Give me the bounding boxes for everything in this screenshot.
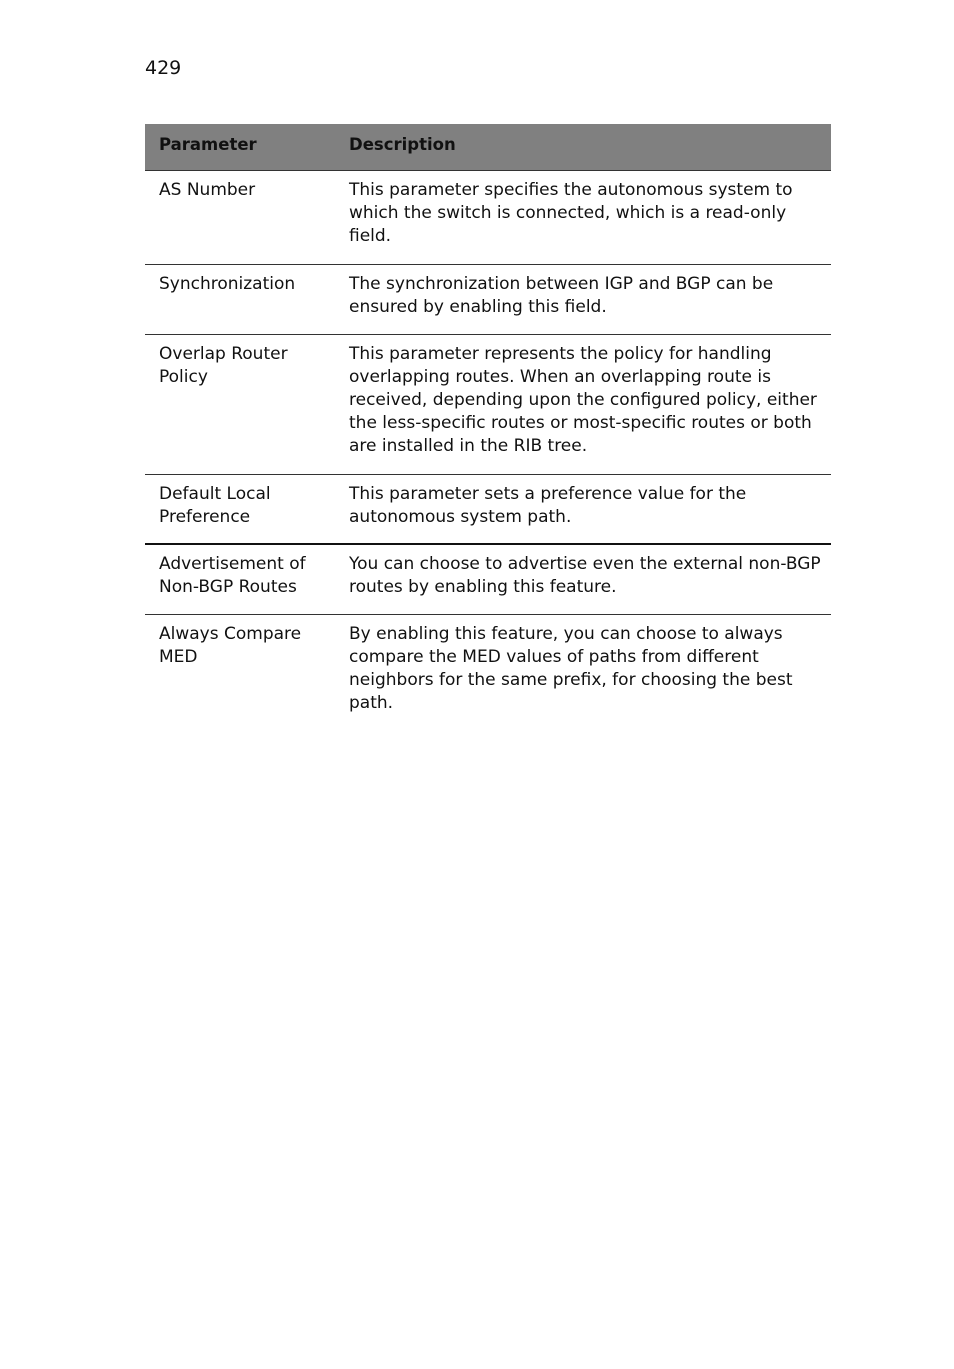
table-row (145, 335, 831, 475)
header-description: Description (335, 124, 831, 171)
description-cell: This parameter represents the policy for handling overlapping routes. When an overlapping route is received, depending upon the configured policy, either the less-specific routes or most-specific routes or both are installed in the RIB tree. (335, 335, 831, 475)
table-row (145, 544, 831, 615)
parameter-cell: AS Number (145, 171, 335, 265)
parameter-cell: Advertisement of Non-BGP Routes (145, 544, 335, 615)
table-row (145, 475, 831, 545)
parameter-cell: Synchronization (145, 265, 335, 335)
description-cell: This parameter specifies the autonomous system to which the switch is connected, which is a read-only field. (335, 171, 831, 265)
table-row (145, 265, 831, 335)
header-parameter: Parameter (145, 124, 335, 171)
table-row (145, 615, 831, 731)
parameter-cell: Always Compare MED (159, 624, 302, 667)
table-row (145, 171, 831, 265)
parameter-table (145, 124, 831, 730)
description-cell: By enabling this feature, you can choose to always compare the MED values of paths from different neighbors for the same prefix, for choosing the best path. (349, 624, 793, 713)
description-cell: This parameter sets a preference value for the autonomous system path. (335, 475, 831, 545)
parameter-cell: Default Local Preference (145, 475, 335, 545)
description-cell: The synchronization between IGP and BGP can be ensured by enabling this field. (335, 265, 831, 335)
page-number: 429 (145, 57, 182, 79)
table-header-row (145, 124, 831, 171)
description-cell: You can choose to advertise even the external non-BGP routes by enabling this feature. (335, 544, 831, 615)
parameter-cell: Overlap Router Policy (145, 335, 335, 475)
